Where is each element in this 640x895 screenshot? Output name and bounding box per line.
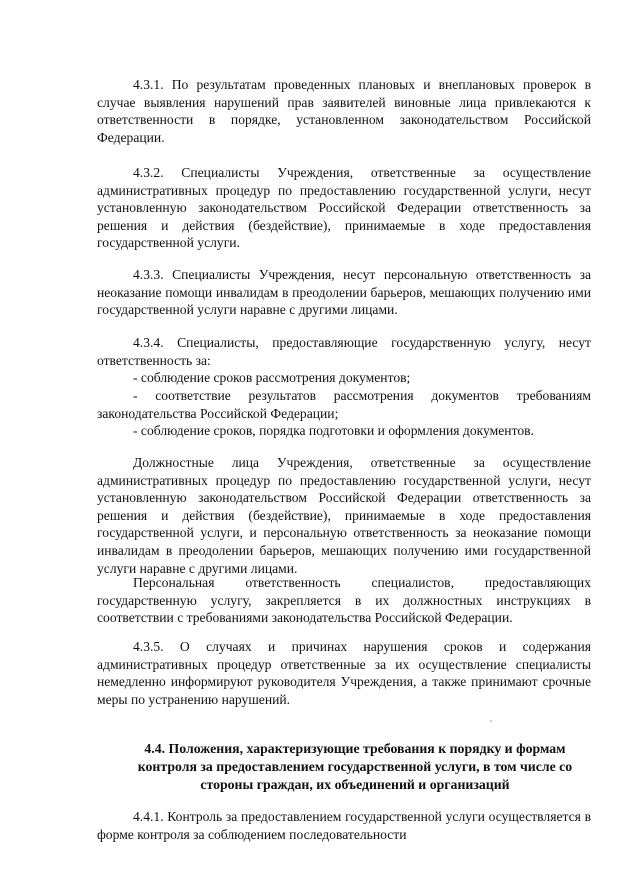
list-item: - соблюдение сроков, порядка подготовки и оформления документов. [133, 423, 534, 438]
scan-speck [490, 720, 492, 722]
paragraph-4-3-5: 4.3.5. О случаях и причинах нарушения сроков и содержания административных процедур ответственные за их осуществление специалисты немедленно информируют руководителя Учреждения, а также принимают срочные меры по устранению нарушений. [97, 639, 591, 707]
paragraph-officials-responsibility: Должностные лица Учреждения, ответственные за осуществление административных процедур по предоставлению государственной услуги, несут установленную законодательством Российской Федерации ответственность за решения и действия (бездействие), принимаемые в ходе предоставления государственной услуги, и персональную ответственность за неоказание помощи инвалидам в преодолении барьеров, мешающих получению ими государственной услуги наравне с другими лицами. [97, 455, 591, 576]
paragraph-4-3-4: 4.3.4. Специалисты, предоставляющие государственную услугу, несут ответственность за: [97, 335, 591, 368]
paragraph-4-4-1: 4.4.1. Контроль за предоставлением государственной услуги осуществляется в форме контроля за соблюдением последовательности [97, 809, 591, 842]
paragraph-4-3-1: 4.3.1. По результатам проведенных плановых и внеплановых проверок в случае выявления нарушений прав заявителей виновные лица привлекаются к ответственности в порядке, установленном законодательством Российской Федерации. [97, 77, 591, 145]
paragraph-4-3-2: 4.3.2. Специалисты Учреждения, ответственные за осуществление административных процедур по предоставлению государственной услуги, несут установленную законодательством Российской Федерации ответственность за решения и действия (бездействие), принимаемые в ходе предоставления государственной услуги. [97, 165, 591, 251]
paragraph-4-3-3: 4.3.3. Специалисты Учреждения, несут персональную ответственность за неоказание помощи инвалидам в преодолении барьеров, мешающих получению ими государственной услуги наравне с другими лицами. [97, 267, 591, 318]
list-item: - соблюдение сроков рассмотрения документов; [133, 370, 411, 385]
list-item: - соответствие результатов рассмотрения документов требованиям законодательства Российской Федерации; [97, 388, 591, 421]
paragraph-personal-responsibility: Персональная ответственность специалистов, предоставляющих государственную услугу, закрепляется в их должностных инструкциях в соответствии с требованиями законодательства Российской Федерации. [97, 575, 591, 626]
section-heading-4-4: 4.4. Положения, характеризующие требования к порядку и формам контроля за предоставлением государственной услуги, в том числе со стороны граждан, их объединений и организаций [137, 741, 573, 792]
